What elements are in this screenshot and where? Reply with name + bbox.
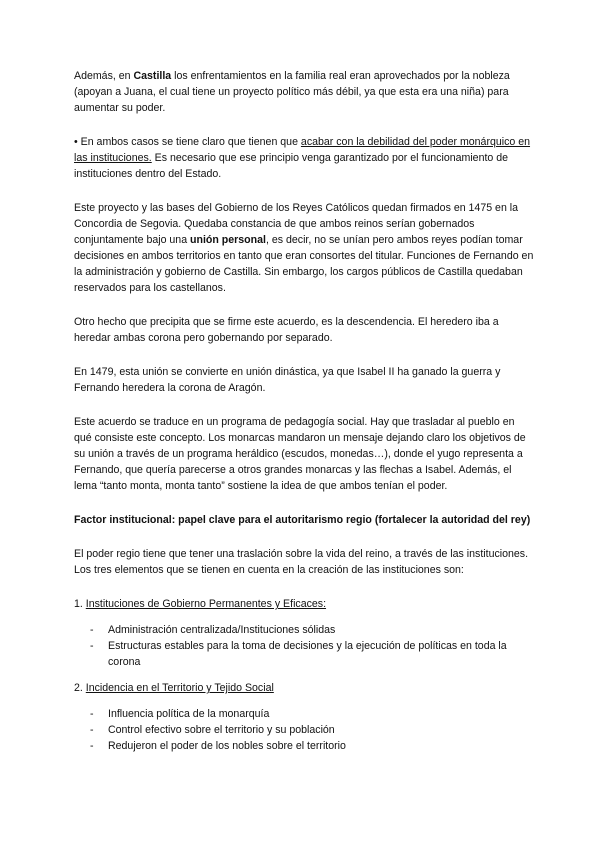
list-number: 1. <box>74 598 86 610</box>
paragraph-castilla <box>74 68 534 116</box>
list-title-2 <box>74 680 534 696</box>
text-run: Además, en <box>74 70 134 82</box>
list-2 <box>74 706 534 754</box>
list-item: - Control efectivo sobre el territorio y su población <box>74 722 534 738</box>
paragraph-poder-regio: El poder regio tiene que tener una traslación sobre la vida del reino, a través de las instituciones. Los tres elementos que se tienen en cuenta en la creación de las instituciones son: <box>74 548 529 576</box>
underlined-phrase: acabar con la debilidad del poder monárquico en las instituciones. <box>74 136 531 164</box>
text-run: Este proyecto y las bases del Gobierno de los Reyes Católicos quedan firmados en 1475 en la Concordia de Segovia. Quedaba constancia de que ambos reinos serían gobernados conjuntamente bajo una <box>74 202 519 246</box>
list-title-text: Instituciones de Gobierno Permanentes y Eficaces: <box>85 598 327 610</box>
list-item: - Administración centralizada/Instituciones sólidas <box>74 622 534 638</box>
paragraph-descendencia: Otro hecho que precipita que se firme este acuerdo, es la descendencia. El heredero iba a heredar ambas corona pero gobernando por separado. <box>74 316 499 344</box>
paragraph-debilidad <box>74 134 534 182</box>
list-1 <box>74 622 534 670</box>
list-title-text: Incidencia en el Territorio y Tejido Social <box>85 682 274 694</box>
paragraph-pedagogia-social: Este acuerdo se traduce en un programa de pedagogía social. Hay que trasladar al pueblo en qué consiste este concepto. Los monarcas mandaron un mensaje dejando claro los objetivos de su unión a través de un programa heráldico (escudos, monedas…), donde el yugo representa a Fernando, que quería parecerse a otros grandes monarcas y las flechas a Isabel. Además, el lema “tanto monta, monta tanto” sostiene la idea de que ambos tenían el poder. <box>74 416 526 492</box>
bold-union-personal: unión personal <box>190 234 266 246</box>
list-item: - Influencia política de la monarquía <box>74 706 534 722</box>
bold-castilla: Castilla <box>133 70 172 82</box>
list-item: - Estructuras estables para la toma de decisiones y la ejecución de políticas en toda la corona <box>74 638 534 670</box>
text-run: Es necesario que ese principio venga garantizado por el funcionamiento de instituciones dentro del Estado. <box>74 152 509 180</box>
text-run: • En ambos casos se tiene claro que tienen que <box>74 136 301 148</box>
paragraph-concordia-segovia <box>74 200 534 296</box>
text-run: , es decir, no se unían pero ambos reyes podían tomar decisiones en ambos territorios en tanto que eran consortes del titular. Funciones de Fernando en la administración y gobierno de Castilla. Sin embargo, los cargos públicos de Castilla quedaban reservados para los castellanos. <box>74 234 534 294</box>
document-page <box>74 68 534 764</box>
text-run: los enfrentamientos en la familia real eran aprovechados por la nobleza (apoyan a Juana, el cual tiene un proyecto político más débil, ya que esta era una niña) para aumentar su poder. <box>74 70 510 114</box>
list-item: - Redujeron el poder de los nobles sobre el territorio <box>74 738 534 754</box>
paragraph-1479: En 1479, esta unión se convierte en unión dinástica, ya que Isabel II ha ganado la guerra y Fernando heredera la corona de Aragón. <box>74 366 501 394</box>
section-heading: Factor institucional: papel clave para el autoritarismo regio (fortalecer la autoridad del rey) <box>74 514 531 526</box>
list-number: 2. <box>74 682 86 694</box>
list-title-1 <box>74 596 534 612</box>
